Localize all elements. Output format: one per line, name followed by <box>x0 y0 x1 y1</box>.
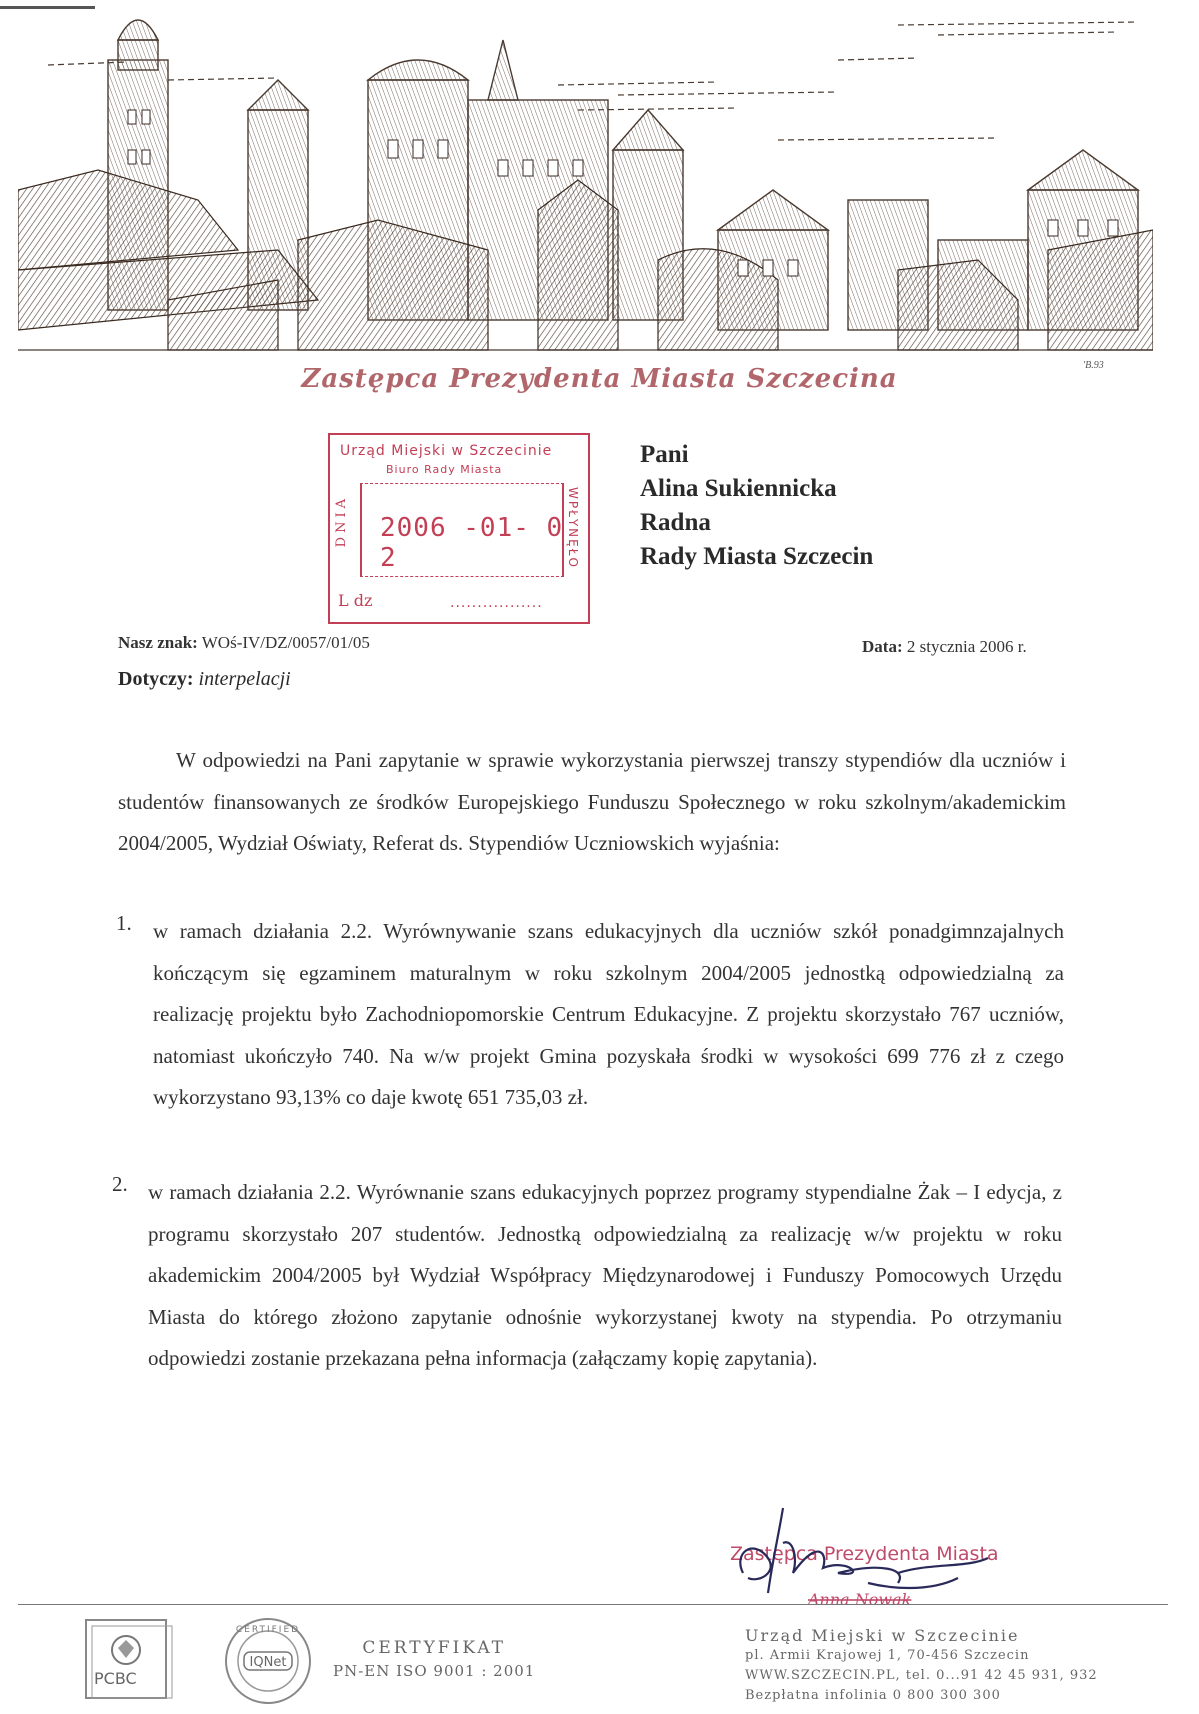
stamp-date: 2006 -01- 0 2 <box>380 513 564 573</box>
date-label: Data: <box>862 637 903 656</box>
stamp-office: Urząd Miejski w Szczecinie <box>340 443 553 459</box>
certificate-standard: PN-EN ISO 9001 : 2001 <box>333 1662 536 1680</box>
signature-block <box>728 1498 1028 1608</box>
subject-value: interpelacji <box>198 668 291 690</box>
item1-number: 1. <box>116 911 132 935</box>
signature-name: Anna Nowak <box>808 1590 912 1608</box>
registration-stamp <box>328 433 590 624</box>
address-street: pl. Armii Krajowej 1, 70-456 Szczecin <box>745 1648 1030 1663</box>
address-web-phone: WWW.SZCZECIN.PL, tel. 0...91 42 45 931, 932 <box>745 1668 1098 1683</box>
pcbc-logo-text: PCBC <box>94 1669 137 1688</box>
pcbc-logo <box>84 1618 182 1702</box>
item2-paragraph: w ramach działania 2.2. Wyrównanie szans edukacyjnych poprzez programy stypendialne Żak – I edycja, z programu skorzystało 207 studentów. Jednostką odpowiedzialną za realizację w/w projektu w roku akademickim 2004/2005 był Wydział Współpracy Międzynarodowej i Funduszy Pomocowych Urzędu Miasta do którego złożono zapytanie odnośnie wykorzystanej kwoty na stypendia. Po otrzymaniu odpowiedzi zostanie przekazana pełna informacja (załączamy kopię zapytania). <box>148 1180 1062 1370</box>
certificate-block <box>333 1638 535 1680</box>
intro-paragraph: W odpowiedzi na Pani zapytanie w sprawie wykorzystania pierwszej transzy stypendiów dla uczniów i studentów finansowanych ze środków Europejskiego Funduszu Społecznego w roku szkolnym/akademickim 2004/2005, Wydział Oświaty, Referat ds. Stypendiów Uczniowskich wyjaśnia: <box>118 748 1066 855</box>
address-office: Urząd Miejski w Szczecinie <box>745 1626 1020 1645</box>
item2-number: 2. <box>112 1172 128 1196</box>
recipient-name: Alina Sukiennicka <box>640 475 837 502</box>
recipient-salutation: Pani <box>640 441 689 468</box>
stamp-ldz: L dz <box>338 591 373 610</box>
subject-label: Dotyczy: <box>118 668 194 690</box>
footer-divider <box>18 1604 1168 1605</box>
iqnet-logo-text: IQNet <box>249 1655 287 1670</box>
reference-label: Nasz znak: <box>118 633 198 652</box>
stamp-dnia: DNIA <box>334 495 349 548</box>
recipient-role: Radna <box>640 509 711 536</box>
reference-line <box>118 633 370 653</box>
certificate-title: CERTYFIKAT <box>362 1638 507 1658</box>
letterhead-title: Zastępca Prezydenta Miasta Szczecina <box>301 364 898 394</box>
stamp-bureau: Biuro Rady Miasta <box>386 463 503 476</box>
subject-line <box>118 668 291 691</box>
date-line <box>862 637 1027 657</box>
iqnet-logo <box>222 1616 314 1706</box>
recipient-block <box>640 438 873 574</box>
stamp-ldz-dots: ................. <box>450 595 543 611</box>
item1-paragraph: w ramach działania 2.2. Wyrównywanie szans edukacyjnych dla uczniów szkół ponadgimnzajalnych kończącym się egzaminem maturalnym w roku szkolnym 2004/2005 jednostką odpowiedzialną za realizację projektu było Zachodniopomorskie Centrum Edukacyjne. Z projektu skorzystało 767 uczniów, natomiast ukończyło 740. Na w/w projekt Gmina pozyskała środki w wysokości 699 776 zł z czego wykorzystano 93,13% co daje kwotę 651 735,03 zł. <box>153 919 1064 1109</box>
recipient-body: Rady Miasta Szczecin <box>640 543 874 570</box>
reference-value: WOś-IV/DZ/0057/01/05 <box>201 633 370 652</box>
stamp-wplynelo: WPŁYNĘŁO <box>566 487 580 569</box>
address-hotline: Bezpłatna infolinia 0 800 300 300 <box>745 1688 1001 1703</box>
signature-stamp-text: Zastępca Prezydenta Miasta <box>730 1543 999 1565</box>
date-value: 2 stycznia 2006 r. <box>906 637 1027 656</box>
city-skyline-illustration <box>18 0 1153 365</box>
iqnet-ring-text: CERTIFIED <box>235 1625 301 1635</box>
illustration-artist-mark: 'B.93 <box>1083 360 1104 371</box>
office-address <box>745 1626 1098 1706</box>
